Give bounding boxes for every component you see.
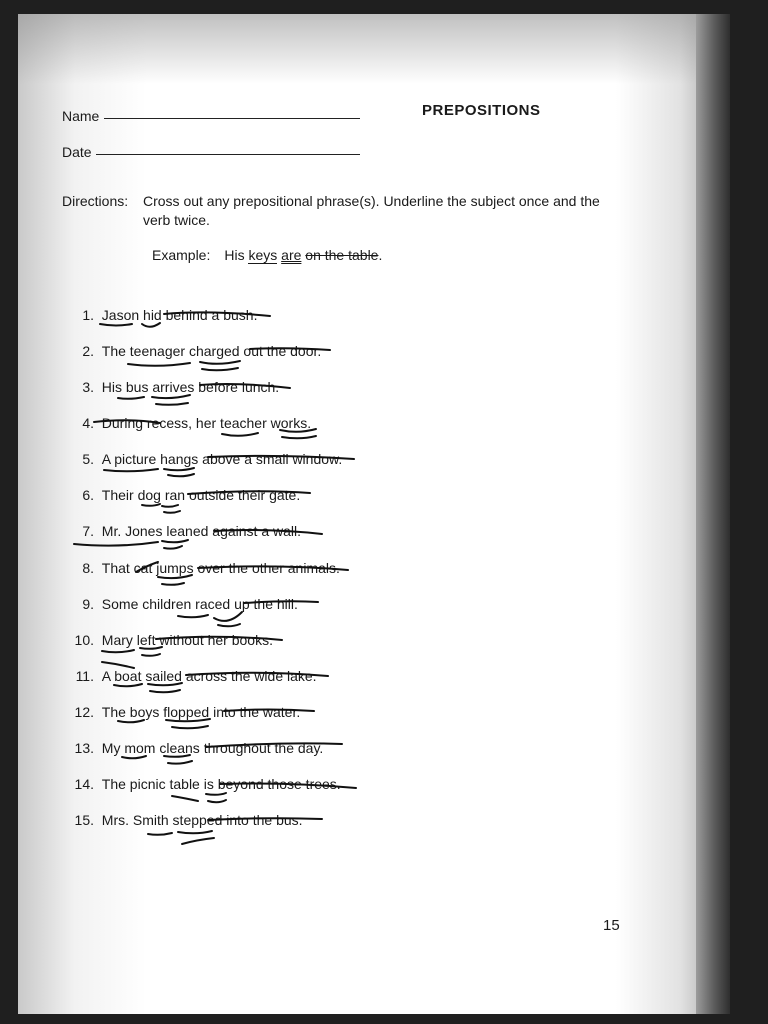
list-item: [58, 560, 340, 576]
item-number: 11.: [75, 668, 94, 684]
underline-mark: [142, 654, 160, 656]
item-sentence: Mary left without her books.: [101, 632, 273, 648]
list-item: [58, 596, 298, 612]
item-number: 3.: [82, 379, 94, 395]
underline-mark: [164, 511, 180, 513]
underline-mark: [172, 726, 208, 728]
list-item: [58, 523, 301, 539]
item-sentence: A picture hangs above a small window.: [101, 451, 343, 467]
worksheet-title: PREPOSITIONS: [422, 102, 541, 119]
underline-mark: [208, 800, 226, 802]
underline-mark: [128, 363, 190, 366]
list-item: [58, 704, 300, 720]
list-item: [58, 776, 341, 792]
underline-mark: [182, 838, 214, 844]
underline-mark: [104, 469, 158, 471]
scan-shadow: [18, 14, 730, 84]
item-number: 9.: [82, 596, 94, 612]
date-line: [96, 154, 360, 155]
list-item: [58, 668, 317, 684]
underline-mark: [152, 395, 190, 398]
example-subject: keys: [248, 247, 278, 263]
list-item: [58, 451, 342, 467]
list-item: [58, 632, 273, 648]
underline-mark: [142, 504, 160, 506]
pen-annotations: [18, 14, 730, 1014]
item-number: 5.: [82, 451, 94, 467]
example-label: Example:: [152, 247, 211, 263]
item-sentence: Some children raced up the hill.: [101, 596, 298, 612]
item-sentence: A boat sailed across the wide lake.: [101, 668, 317, 684]
name-label: Name: [62, 108, 100, 124]
page-number: 15: [603, 917, 620, 934]
worksheet-page: [18, 14, 730, 1014]
item-number: 8.: [82, 560, 94, 576]
item-sentence: My mom cleans throughout the day.: [101, 740, 324, 756]
underline-mark: [282, 436, 316, 438]
underline-mark: [150, 690, 180, 692]
underline-mark: [142, 323, 160, 327]
underline-mark: [122, 756, 146, 758]
list-item: [58, 812, 303, 828]
underline-mark: [102, 650, 134, 652]
item-sentence: His bus arrives before lunch.: [101, 379, 280, 395]
directions-label: Directions:: [62, 193, 129, 209]
item-sentence: During recess, her teacher works.: [101, 415, 312, 431]
item-number: 10.: [74, 632, 94, 648]
name-line: [104, 118, 360, 119]
item-sentence: The teenager charged out the door.: [101, 343, 322, 359]
example-phrase: on the table: [305, 247, 379, 263]
underline-mark: [100, 324, 132, 326]
underline-mark: [118, 397, 144, 399]
underline-mark: [214, 612, 242, 621]
item-number: 12.: [74, 704, 94, 720]
item-sentence: The boys flopped into the water.: [101, 704, 301, 720]
underline-mark: [168, 474, 194, 476]
list-item: [58, 415, 311, 431]
item-number: 1.: [82, 307, 94, 323]
item-number: 13.: [74, 740, 94, 756]
underline-mark: [202, 368, 238, 370]
underline-mark: [114, 684, 142, 686]
item-sentence: The picnic table is beyond those trees.: [101, 776, 341, 792]
item-number: 7.: [82, 523, 94, 539]
underline-mark: [162, 540, 188, 542]
underline-mark: [206, 793, 226, 795]
underline-mark: [164, 468, 194, 470]
underline-mark: [162, 505, 178, 507]
item-number: 14.: [74, 776, 94, 792]
underline-mark: [164, 546, 182, 549]
item-sentence: Mrs. Smith stepped into the bus.: [101, 812, 303, 828]
underline-mark: [218, 624, 240, 626]
list-item: [58, 307, 257, 323]
item-sentence: That cat jumps over the other animals.: [101, 560, 340, 576]
item-number: 4.: [82, 415, 94, 431]
underline-mark: [172, 796, 198, 801]
item-number: 15.: [74, 812, 94, 828]
example-after: .: [378, 247, 383, 263]
underline-mark: [148, 833, 172, 835]
underline-mark: [222, 433, 258, 436]
item-number: 6.: [82, 487, 94, 503]
underline-mark: [178, 615, 208, 617]
list-item: [58, 740, 323, 756]
underline-mark: [74, 542, 158, 546]
date-label: Date: [62, 144, 92, 160]
item-sentence: Their dog ran outside their gate.: [101, 487, 301, 503]
underline-mark: [178, 831, 212, 833]
list-item: [58, 343, 321, 359]
item-sentence: Jason hid behind a bush.: [101, 307, 258, 323]
item-number: 2.: [82, 343, 94, 359]
list-item: [58, 487, 300, 503]
example-verb: are: [281, 247, 302, 263]
underline-mark: [118, 720, 144, 722]
underline-mark: [156, 403, 188, 405]
underline-mark: [168, 761, 192, 764]
book-spine-shadow: [696, 14, 730, 1014]
example: [152, 247, 382, 263]
example-before: His: [224, 247, 249, 263]
directions-text: Cross out any prepositional phrase(s). Underline the subject once and the verb twice.: [143, 193, 600, 228]
underline-mark: [162, 583, 184, 585]
underline-mark: [200, 361, 240, 364]
list-item: [58, 379, 279, 395]
item-sentence: Mr. Jones leaned against a wall.: [101, 523, 302, 539]
